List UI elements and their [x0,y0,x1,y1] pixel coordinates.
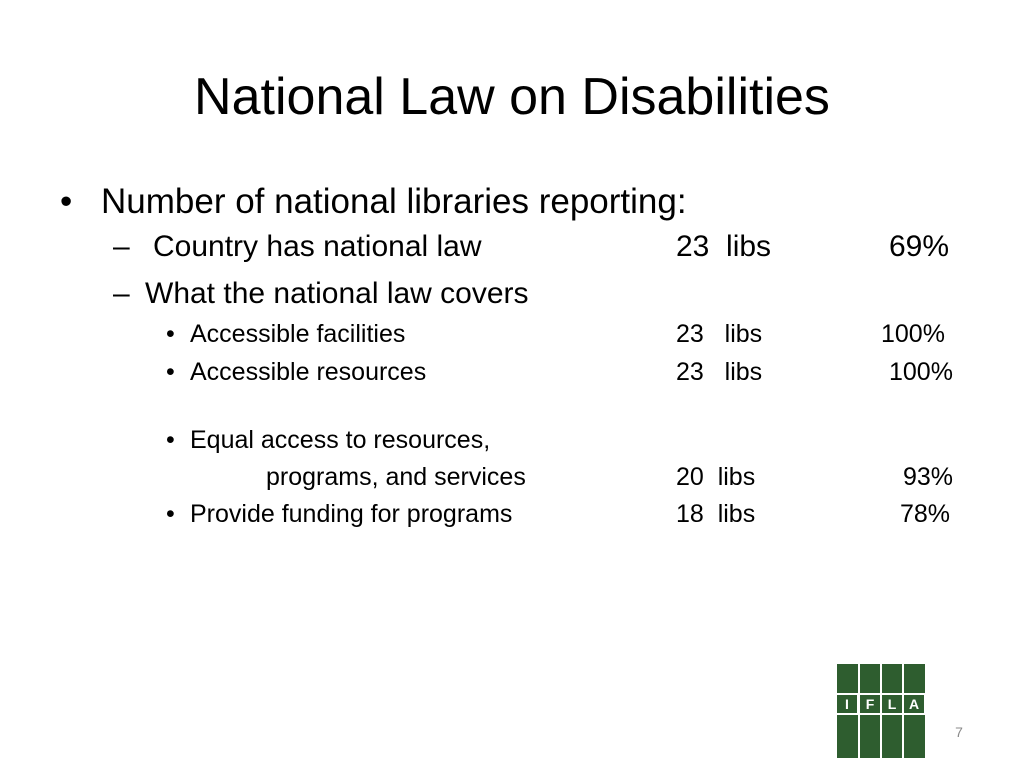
country-law-label: Country has national law [153,230,482,263]
item-percent: 100% [881,320,945,348]
item-count: 23 libs [676,358,763,386]
ifla-logo [837,664,925,758]
dash-icon: – [113,277,130,310]
bullet-dot-icon: • [166,500,175,528]
item-label-continued: programs, and services [266,463,526,491]
item-count: 20 libs [676,463,756,491]
logo-letter: A [904,695,924,713]
item-label: Equal access to resources, [190,426,491,454]
page-number: 7 [955,724,963,740]
item-label: Provide funding for programs [190,500,513,528]
item-percent: 100% [889,358,953,386]
slide-title: National Law on Disabilities [194,68,830,126]
item-label: Accessible facilities [190,320,406,348]
dash-icon: – [113,230,130,263]
item-percent: 93% [903,463,954,491]
item-count: 23 libs [676,320,763,348]
item-count: 18 libs [676,500,756,528]
bullet-dot-icon: • [60,182,73,221]
logo-letter: I [837,695,857,713]
bullet-dot-icon: • [166,426,175,454]
main-bullet-text: Number of national libraries reporting: [101,182,687,221]
country-law-percent: 69% [889,230,950,263]
country-law-count: 23 libs [676,230,772,263]
item-percent: 78% [900,500,951,528]
covers-heading: What the national law covers [145,277,529,310]
logo-letter: F [860,695,880,713]
bullet-dot-icon: • [166,320,175,348]
bullet-dot-icon: • [166,358,175,386]
item-label: Accessible resources [190,358,427,386]
logo-letter: L [882,695,902,713]
